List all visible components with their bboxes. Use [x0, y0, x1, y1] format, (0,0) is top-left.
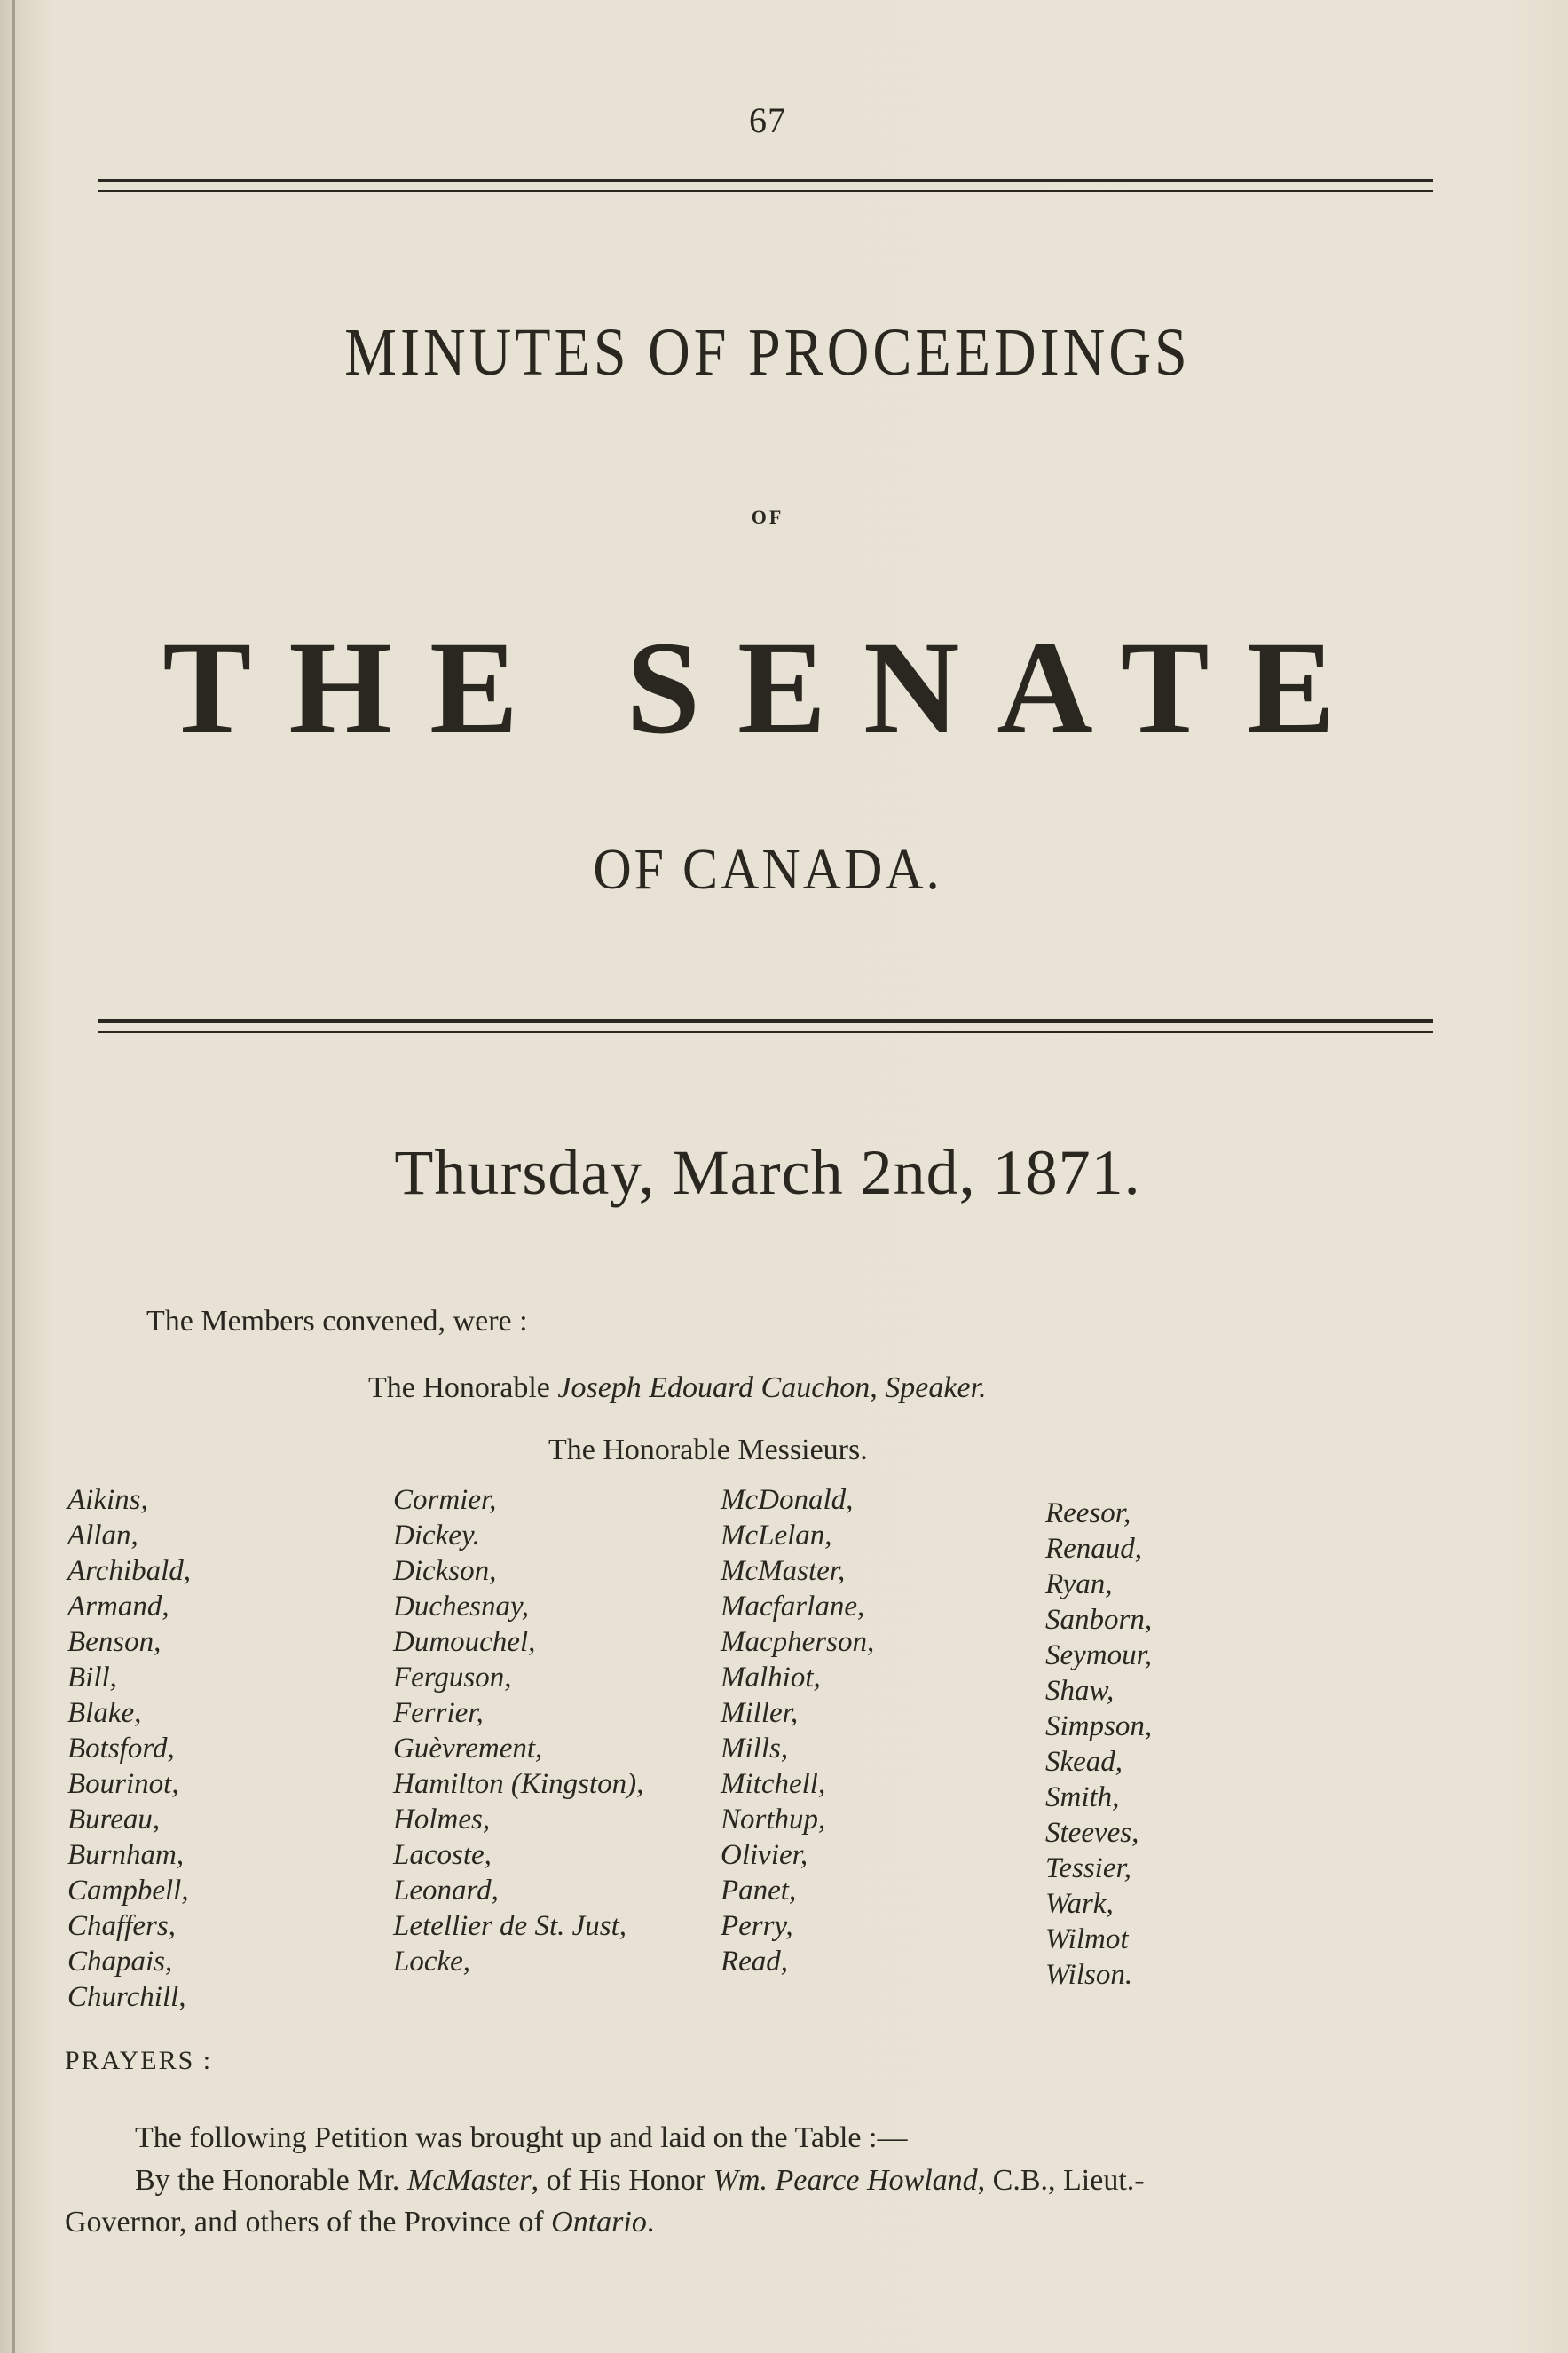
- top-rule-thin: [98, 190, 1433, 192]
- member-name: Bill,: [67, 1662, 117, 1694]
- member-name: Holmes,: [393, 1804, 491, 1836]
- member-name: Smith,: [1045, 1781, 1120, 1813]
- member-name: Ferguson,: [393, 1662, 512, 1694]
- member-name: Northup,: [721, 1804, 826, 1836]
- member-name: Chaffers,: [67, 1910, 176, 1942]
- petition-text: , of His Honor: [531, 2164, 713, 2197]
- petition-line-3: [65, 2206, 654, 2239]
- petition-line-2: [135, 2164, 1145, 2198]
- member-name: Armand,: [67, 1591, 169, 1623]
- member-name: Bureau,: [67, 1804, 161, 1836]
- member-name: Allan,: [67, 1520, 138, 1552]
- member-name: Leonard,: [393, 1875, 499, 1907]
- page-number: 67: [749, 100, 786, 140]
- member-name: Bourinot,: [67, 1768, 179, 1800]
- title-of-canada: OF CANADA.: [593, 836, 942, 902]
- petition-text: Governor, and others of the Province of: [65, 2206, 552, 2239]
- members-column-2: [393, 1482, 643, 1979]
- member-name: Macpherson,: [721, 1626, 875, 1658]
- speaker-prefix: The Honorable: [368, 1371, 550, 1404]
- member-name: Chapais,: [67, 1946, 173, 1978]
- title-the-senate: THE SENATE: [162, 614, 1373, 762]
- member-name: Locke,: [393, 1946, 471, 1978]
- member-name: Aikins,: [67, 1484, 148, 1516]
- member-name: Burnham,: [67, 1839, 185, 1871]
- petition-senator: McMaster: [406, 2164, 532, 2197]
- member-name: Olivier,: [721, 1839, 808, 1871]
- petition-petitioner: Wm. Pearce Howland: [713, 2164, 978, 2197]
- messieurs-heading: The Honorable Messieurs.: [548, 1433, 868, 1466]
- member-name: Tessier,: [1045, 1852, 1131, 1884]
- member-name: Wark,: [1045, 1888, 1114, 1920]
- members-column-3: [721, 1482, 874, 1979]
- member-name: Shaw,: [1045, 1675, 1115, 1707]
- title-of: OF: [751, 506, 784, 528]
- member-name: Ryan,: [1045, 1568, 1113, 1600]
- member-name: Benson,: [67, 1626, 162, 1658]
- member-name: McLelan,: [721, 1520, 832, 1552]
- petition-text: , C.B., Lieut.-: [977, 2164, 1145, 2197]
- member-name: Duchesnay,: [393, 1591, 530, 1623]
- member-name: Wilmot: [1045, 1923, 1129, 1955]
- petition-intro: The following Petition was brought up and laid on the Table :—: [135, 2121, 908, 2154]
- member-name: Perry,: [721, 1910, 793, 1942]
- member-name: Sanborn,: [1045, 1604, 1153, 1636]
- members-convened-label: The Members convened, were :: [146, 1305, 528, 1338]
- members-column-1: [67, 1482, 191, 2015]
- top-rule-thick: [98, 179, 1433, 182]
- member-name: Archibald,: [67, 1555, 192, 1587]
- petition-text: By the Honorable Mr.: [135, 2164, 407, 2197]
- member-name: Dickson,: [393, 1555, 497, 1587]
- member-name: Cormier,: [393, 1484, 497, 1516]
- petition-province: Ontario: [551, 2206, 647, 2239]
- speaker-line: [368, 1371, 987, 1405]
- prayers-heading: PRAYERS :: [65, 2046, 213, 2075]
- member-name: Reesor,: [1045, 1497, 1131, 1529]
- member-name: Churchill,: [67, 1981, 186, 2013]
- members-column-4: [1045, 1496, 1152, 1993]
- speaker-name: Joseph Edouard Cauchon, Speaker.: [557, 1371, 987, 1404]
- member-name: Panet,: [721, 1875, 797, 1907]
- member-name: Skead,: [1045, 1746, 1123, 1778]
- member-name: Dickey.: [393, 1520, 481, 1552]
- member-name: Mills,: [721, 1733, 789, 1765]
- member-name: Steeves,: [1045, 1817, 1139, 1849]
- member-name: McDonald,: [721, 1484, 854, 1516]
- member-name: Macfarlane,: [721, 1591, 865, 1623]
- member-name: Mitchell,: [721, 1768, 826, 1800]
- member-name: Guèvrement,: [393, 1733, 543, 1765]
- member-name: Renaud,: [1045, 1533, 1143, 1565]
- member-name: Malhiot,: [721, 1662, 821, 1694]
- title-minutes-of-proceedings: MINUTES OF PROCEEDINGS: [344, 315, 1191, 391]
- member-name: Botsford,: [67, 1733, 175, 1765]
- member-name: Letellier de St. Just,: [393, 1910, 627, 1942]
- member-name: Read,: [721, 1946, 789, 1978]
- title-rule-thin: [98, 1031, 1433, 1033]
- member-name: Lacoste,: [393, 1839, 492, 1871]
- petition-text: .: [646, 2206, 655, 2239]
- member-name: McMaster,: [721, 1555, 846, 1587]
- member-name: Ferrier,: [393, 1697, 484, 1729]
- member-name: Wilson.: [1045, 1959, 1133, 1991]
- member-name: Simpson,: [1045, 1710, 1153, 1742]
- session-date: Thursday, March 2nd, 1871.: [394, 1137, 1141, 1208]
- member-name: Hamilton (Kingston),: [393, 1768, 644, 1800]
- member-name: Seymour,: [1045, 1639, 1153, 1671]
- title-rule-thick: [98, 1019, 1433, 1023]
- member-name: Campbell,: [67, 1875, 189, 1907]
- member-name: Miller,: [721, 1697, 799, 1729]
- member-name: Blake,: [67, 1697, 142, 1729]
- member-name: Dumouchel,: [393, 1626, 536, 1658]
